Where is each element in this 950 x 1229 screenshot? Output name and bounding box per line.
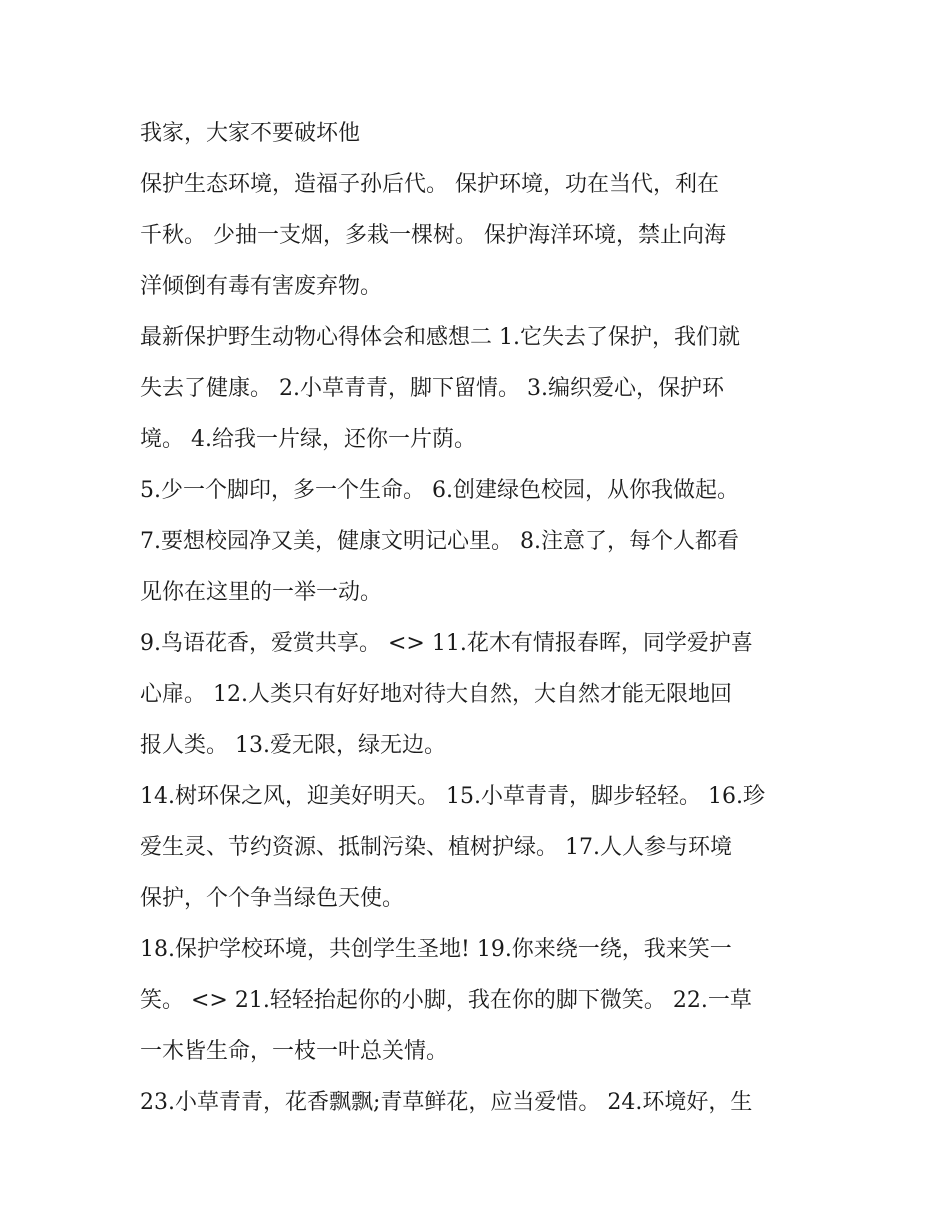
text-line: 保护，个个争当绿色天使。: [140, 886, 405, 911]
text-line: 保护生态环境，造福子孙后代。 保护环境，功在当代，利在: [140, 172, 719, 197]
text-line: 见你在这里的一举一动。: [140, 580, 383, 605]
document-body: [140, 108, 820, 1128]
text-line: 23.小草青青，花香飘飘;青草鲜花，应当爱惜。 24.环境好，生: [140, 1090, 753, 1115]
text-line: 爱生灵、节约资源、抵制污染、植树护绿。 17.人人参与环境: [140, 835, 732, 860]
text-line: 千秋。 少抽一支烟，多栽一棵树。 保护海洋环境，禁止向海: [140, 223, 726, 248]
text-line: 笑。 <> 21.轻轻抬起你的小脚，我在你的脚下微笑。 22.一草: [140, 988, 752, 1013]
text-line: 境。 4.给我一片绿，还你一片荫。: [140, 427, 476, 452]
text-line: 失去了健康。 2.小草青青，脚下留情。 3.编织爱心，保护环: [140, 376, 724, 401]
text-line: 7.要想校园净又美，健康文明记心里。 8.注意了，每个人都看: [140, 529, 739, 554]
text-line: 报人类。 13.爱无限，绿无边。: [140, 733, 446, 758]
text-line: 9.鸟语花香，爱赏共享。 <> 11.花木有情报春晖，同学爱护喜: [140, 631, 753, 656]
text-line: 我家，大家不要破坏他: [140, 121, 361, 146]
text-line: 14.树环保之风，迎美好明天。 15.小草青青，脚步轻轻。 16.珍: [140, 784, 765, 809]
text-line: 一木皆生命，一枝一叶总关情。: [140, 1039, 449, 1064]
text-line: 最新保护野生动物心得体会和感想二 1.它失去了保护，我们就: [140, 325, 740, 350]
text-line: 18.保护学校环境，共创学生圣地! 19.你来绕一绕，我来笑一: [140, 937, 732, 962]
text-line: 洋倾倒有毒有害废弃物。: [140, 274, 383, 299]
text-line: 5.少一个脚印，多一个生命。 6.创建绿色校园，从你我做起。: [140, 478, 739, 503]
text-line: 心扉。 12.人类只有好好地对待大自然，大自然才能无限地回: [140, 682, 732, 707]
